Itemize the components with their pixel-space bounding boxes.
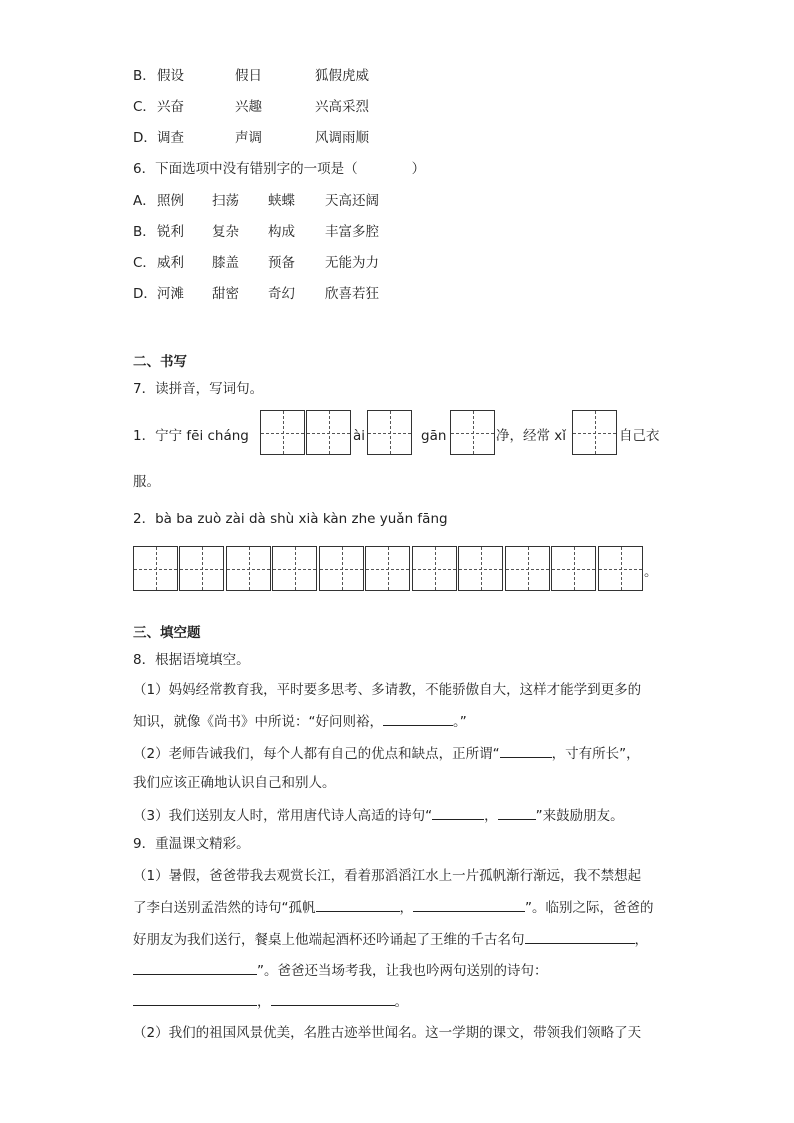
section-title: 三、填空题: [133, 625, 201, 641]
writing-box[interactable]: [598, 546, 643, 591]
writing-box[interactable]: [133, 546, 178, 591]
q6-option-d: [133, 284, 379, 304]
option-word: 威利: [157, 255, 184, 271]
option-word: 丰富多腔: [325, 224, 379, 240]
option-word: 复杂: [212, 224, 239, 240]
q9-1-tail: ”。临别之际，爸爸的: [525, 900, 654, 916]
writing-box[interactable]: [458, 546, 503, 591]
answer-blank[interactable]: [500, 743, 552, 758]
q9-1-comma: ，: [257, 994, 271, 1010]
option-word: 假日: [235, 68, 262, 84]
answer-blank[interactable]: [271, 991, 395, 1006]
answer-blank[interactable]: [413, 897, 525, 912]
option-letter: D．: [133, 286, 157, 302]
option-word: 扫荡: [212, 193, 239, 209]
answer-blank[interactable]: [383, 711, 453, 726]
q8-2-text: （2）老师告诫我们，每个人都有自己的优点和缺点，正所谓“: [133, 746, 500, 762]
option-word: 河滩: [157, 286, 184, 302]
option-word: 风调雨顺: [315, 130, 369, 146]
section-title: 二、书写: [133, 354, 187, 370]
option-word: 狐假虎威: [315, 68, 369, 84]
q8-2-end: ，寸有所长”，: [551, 746, 640, 762]
q9-1-text: 了李白送别孟浩然的诗句“孤帆: [133, 900, 316, 916]
q9-2-line1: （2）我们的祖国风景优美，名胜古迹举世闻名。这一学期的课文，带领我们领略了天: [133, 1025, 642, 1041]
sentence1-mid: 净，经常 xǐ: [496, 428, 567, 444]
q8-1-line2: [133, 711, 467, 732]
option-word: 兴趣: [235, 99, 262, 115]
q9-1-line3: [133, 929, 648, 950]
answer-blank[interactable]: [316, 897, 400, 912]
q5-option-c: [133, 97, 369, 117]
q8-stem: 8．根据语境填空。: [133, 652, 250, 668]
q8-2-line2: 我们应该正确地认识自己和别人。: [133, 775, 336, 791]
writing-box[interactable]: [226, 546, 271, 591]
q9-1-line2: [133, 897, 654, 918]
q8-2-line1: [133, 743, 640, 764]
q8-3-comma: ，: [484, 808, 498, 824]
option-word: 天高还阔: [325, 193, 379, 209]
q8-3-end: ”来鼓励朋友。: [535, 808, 624, 824]
writing-box[interactable]: [505, 546, 550, 591]
option-letter: B．: [133, 224, 156, 240]
answer-blank[interactable]: [133, 960, 257, 975]
sentence2-pinyin: 2．bà ba zuò zài dà shù xià kàn zhe yuǎn fāng: [133, 511, 448, 527]
option-word: 构成: [268, 224, 295, 240]
q6-option-c: [133, 253, 379, 273]
option-word: 声调: [235, 130, 262, 146]
writing-box[interactable]: [272, 546, 317, 591]
option-word: 假设: [157, 68, 184, 84]
sentence1-start: 1．宁宁 fēi cháng: [133, 428, 249, 444]
q9-1-line5: [133, 991, 408, 1012]
writing-box[interactable]: [551, 546, 596, 591]
q8-3-line: [133, 805, 624, 826]
writing-box[interactable]: [260, 410, 305, 455]
writing-box[interactable]: [572, 410, 617, 455]
q7-stem: 7．读拼音，写词句。: [133, 381, 264, 397]
q9-stem: 9．重温课文精彩。: [133, 836, 250, 852]
q9-1-text: 好朋友为我们送行，餐桌上他端起酒杯还吟诵起了王维的千古名句: [133, 932, 525, 948]
writing-box[interactable]: [412, 546, 457, 591]
q8-1-end: 。”: [453, 714, 467, 730]
sentence1-line2: 服。: [133, 474, 160, 490]
pinyin-gan: gān: [421, 428, 447, 444]
option-word: 预备: [268, 255, 295, 271]
answer-blank[interactable]: [498, 805, 536, 820]
option-letter: C．: [133, 255, 156, 271]
q9-1-comma: ，: [399, 900, 413, 916]
writing-box[interactable]: [365, 546, 410, 591]
writing-box[interactable]: [367, 410, 412, 455]
answer-blank[interactable]: [133, 991, 257, 1006]
sentence1-tail: 自己衣: [619, 428, 660, 444]
option-word: 膝盖: [212, 255, 239, 271]
option-letter: C．: [133, 99, 156, 115]
q8-3-text: （3）我们送别友人时，常用唐代诗人高适的诗句“: [133, 808, 433, 824]
q9-1-line4: [133, 960, 548, 981]
option-word: 无能为力: [325, 255, 379, 271]
q5-option-b: [133, 66, 369, 86]
q6-stem: 6．下面选项中没有错别字的一项是（ ）: [133, 161, 426, 177]
option-word: 蛱蝶: [268, 193, 295, 209]
q9-1-tail: ”。爸爸还当场考我，让我也吟两句送别的诗句：: [257, 963, 548, 979]
option-word: 甜密: [212, 286, 239, 302]
option-letter: D．: [133, 130, 157, 146]
writing-box[interactable]: [450, 410, 495, 455]
option-word: 欣喜若狂: [325, 286, 379, 302]
answer-blank[interactable]: [432, 805, 484, 820]
option-word: 照例: [157, 193, 184, 209]
pinyin-ai: ài: [353, 428, 366, 444]
writing-box[interactable]: [179, 546, 224, 591]
option-word: 兴奋: [157, 99, 184, 115]
writing-box[interactable]: [319, 546, 364, 591]
option-word: 奇幻: [268, 286, 295, 302]
option-word: 调查: [157, 130, 184, 146]
writing-box[interactable]: [306, 410, 351, 455]
option-word: 兴高采烈: [315, 99, 369, 115]
q9-1-line1: （1）暑假，爸爸带我去观赏长江，看着那滔滔江水上一片孤帆渐行渐远，我不禁想起: [133, 868, 642, 884]
q9-1-end: 。: [394, 994, 408, 1010]
q5-option-d: [133, 128, 369, 148]
option-word: 锐利: [157, 224, 184, 240]
option-letter: A．: [133, 193, 156, 209]
q8-1-text: 知识，就像《尚书》中所说：“好问则裕，: [133, 714, 383, 730]
answer-blank[interactable]: [525, 929, 635, 944]
option-letter: B．: [133, 68, 156, 84]
sentence2-end: 。: [644, 564, 658, 580]
q8-1-line1: （1）妈妈经常教育我，平时要多思考、多请教，不能骄傲自大，这样才能学到更多的: [133, 682, 642, 698]
q9-1-comma: ，: [634, 932, 648, 948]
q6-option-b: [133, 222, 379, 242]
q6-option-a: [133, 191, 379, 211]
